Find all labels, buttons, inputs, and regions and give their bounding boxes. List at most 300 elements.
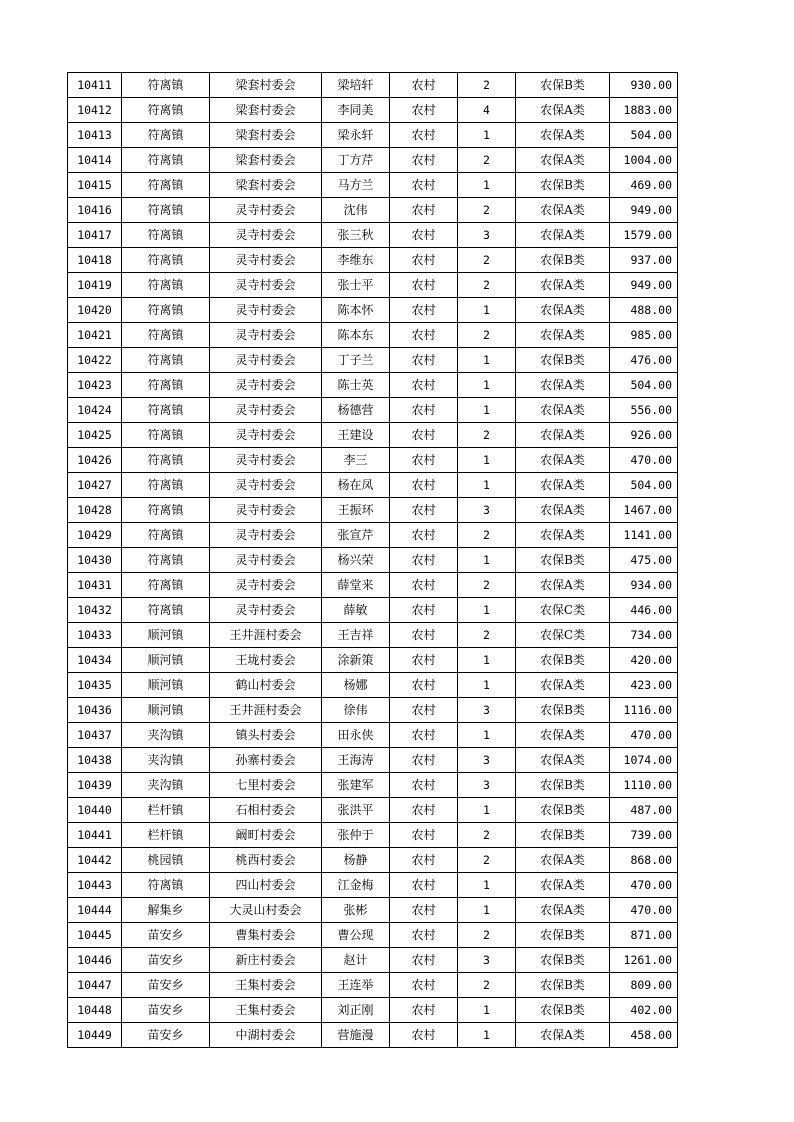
cell-amount: 930.00 (610, 73, 678, 98)
cell-person-name: 张士平 (322, 273, 390, 298)
cell-amount: 1883.00 (610, 98, 678, 123)
cell-village-committee: 曹集村委会 (210, 923, 322, 948)
table-row (68, 1023, 678, 1048)
cell-household-count: 1 (458, 673, 516, 698)
cell-record-id: 10417 (68, 223, 122, 248)
cell-insurance-category: 农保A类 (516, 123, 610, 148)
cell-record-id: 10416 (68, 198, 122, 223)
cell-person-name: 张三秋 (322, 223, 390, 248)
cell-person-name: 梁永轩 (322, 123, 390, 148)
cell-town: 苗安乡 (122, 1023, 210, 1048)
cell-insurance-category: 农保A类 (516, 148, 610, 173)
cell-amount: 402.00 (610, 998, 678, 1023)
cell-amount: 1467.00 (610, 498, 678, 523)
cell-record-id: 10414 (68, 148, 122, 173)
cell-insurance-category: 农保A类 (516, 523, 610, 548)
cell-insurance-category: 农保A类 (516, 448, 610, 473)
cell-amount: 556.00 (610, 398, 678, 423)
cell-village-committee: 孙寨村委会 (210, 748, 322, 773)
cell-household-count: 2 (458, 848, 516, 873)
cell-area-type: 农村 (390, 873, 458, 898)
cell-amount: 475.00 (610, 548, 678, 573)
cell-town: 苗安乡 (122, 923, 210, 948)
cell-town: 符离镇 (122, 123, 210, 148)
cell-village-committee: 桃西村委会 (210, 848, 322, 873)
cell-area-type: 农村 (390, 673, 458, 698)
cell-record-id: 10415 (68, 173, 122, 198)
cell-record-id: 10442 (68, 848, 122, 873)
cell-amount: 470.00 (610, 873, 678, 898)
cell-area-type: 农村 (390, 398, 458, 423)
cell-record-id: 10424 (68, 398, 122, 423)
cell-village-committee: 灵寺村委会 (210, 323, 322, 348)
cell-person-name: 陈本东 (322, 323, 390, 348)
cell-amount: 476.00 (610, 348, 678, 373)
cell-village-committee: 灵寺村委会 (210, 398, 322, 423)
cell-amount: 470.00 (610, 723, 678, 748)
cell-amount: 420.00 (610, 648, 678, 673)
cell-town: 符离镇 (122, 148, 210, 173)
cell-village-committee: 灵寺村委会 (210, 423, 322, 448)
cell-insurance-category: 农保A类 (516, 723, 610, 748)
cell-town: 苗安乡 (122, 973, 210, 998)
cell-household-count: 4 (458, 98, 516, 123)
cell-village-committee: 镇头村委会 (210, 723, 322, 748)
cell-area-type: 农村 (390, 1023, 458, 1048)
cell-person-name: 杨娜 (322, 673, 390, 698)
cell-household-count: 2 (458, 823, 516, 848)
table-row (68, 873, 678, 898)
cell-village-committee: 灵寺村委会 (210, 348, 322, 373)
cell-insurance-category: 农保A类 (516, 898, 610, 923)
cell-record-id: 10426 (68, 448, 122, 473)
cell-insurance-category: 农保B类 (516, 773, 610, 798)
cell-person-name: 李三 (322, 448, 390, 473)
cell-insurance-category: 农保A类 (516, 848, 610, 873)
cell-area-type: 农村 (390, 648, 458, 673)
cell-area-type: 农村 (390, 473, 458, 498)
table-row (68, 848, 678, 873)
cell-village-committee: 灵寺村委会 (210, 523, 322, 548)
cell-area-type: 农村 (390, 223, 458, 248)
cell-household-count: 2 (458, 198, 516, 223)
cell-village-committee: 王集村委会 (210, 973, 322, 998)
cell-area-type: 农村 (390, 98, 458, 123)
cell-record-id: 10445 (68, 923, 122, 948)
cell-town: 符离镇 (122, 323, 210, 348)
cell-record-id: 10425 (68, 423, 122, 448)
cell-amount: 934.00 (610, 573, 678, 598)
cell-town: 栏杆镇 (122, 798, 210, 823)
cell-record-id: 10413 (68, 123, 122, 148)
cell-area-type: 农村 (390, 573, 458, 598)
cell-household-count: 1 (458, 398, 516, 423)
cell-area-type: 农村 (390, 123, 458, 148)
cell-person-name: 沈伟 (322, 198, 390, 223)
cell-person-name: 李同美 (322, 98, 390, 123)
cell-area-type: 农村 (390, 523, 458, 548)
cell-town: 顺河镇 (122, 673, 210, 698)
cell-village-committee: 王集村委会 (210, 998, 322, 1023)
cell-record-id: 10441 (68, 823, 122, 848)
table-row (68, 623, 678, 648)
cell-person-name: 杨在凤 (322, 473, 390, 498)
table-row (68, 998, 678, 1023)
table-row (68, 773, 678, 798)
cell-amount: 809.00 (610, 973, 678, 998)
cell-household-count: 3 (458, 698, 516, 723)
cell-person-name: 营施漫 (322, 1023, 390, 1048)
cell-town: 栏杆镇 (122, 823, 210, 848)
cell-insurance-category: 农保A类 (516, 873, 610, 898)
cell-insurance-category: 农保A类 (516, 373, 610, 398)
cell-area-type: 农村 (390, 423, 458, 448)
cell-amount: 470.00 (610, 898, 678, 923)
cell-area-type: 农村 (390, 973, 458, 998)
cell-record-id: 10411 (68, 73, 122, 98)
cell-area-type: 农村 (390, 848, 458, 873)
cell-area-type: 农村 (390, 448, 458, 473)
cell-area-type: 农村 (390, 148, 458, 173)
cell-person-name: 赵计 (322, 948, 390, 973)
cell-record-id: 10429 (68, 523, 122, 548)
cell-household-count: 1 (458, 873, 516, 898)
cell-record-id: 10449 (68, 1023, 122, 1048)
cell-village-committee: 灵寺村委会 (210, 248, 322, 273)
cell-person-name: 张建军 (322, 773, 390, 798)
cell-person-name: 杨德营 (322, 398, 390, 423)
cell-amount: 868.00 (610, 848, 678, 873)
cell-record-id: 10428 (68, 498, 122, 523)
cell-household-count: 1 (458, 1023, 516, 1048)
cell-town: 苗安乡 (122, 948, 210, 973)
cell-household-count: 2 (458, 523, 516, 548)
cell-amount: 1261.00 (610, 948, 678, 973)
cell-town: 苗安乡 (122, 998, 210, 1023)
cell-household-count: 1 (458, 998, 516, 1023)
cell-village-committee: 王垅村委会 (210, 648, 322, 673)
table-row (68, 598, 678, 623)
cell-person-name: 张彬 (322, 898, 390, 923)
cell-person-name: 薛敏 (322, 598, 390, 623)
cell-village-committee: 灵寺村委会 (210, 573, 322, 598)
table-row (68, 123, 678, 148)
cell-area-type: 农村 (390, 998, 458, 1023)
table-row (68, 573, 678, 598)
cell-household-count: 2 (458, 423, 516, 448)
cell-person-name: 田永侠 (322, 723, 390, 748)
cell-household-count: 2 (458, 973, 516, 998)
cell-amount: 1004.00 (610, 148, 678, 173)
cell-household-count: 2 (458, 573, 516, 598)
cell-village-committee: 梁套村委会 (210, 148, 322, 173)
cell-area-type: 农村 (390, 373, 458, 398)
cell-village-committee: 七里村委会 (210, 773, 322, 798)
cell-insurance-category: 农保A类 (516, 1023, 610, 1048)
cell-town: 顺河镇 (122, 698, 210, 723)
cell-town: 符离镇 (122, 398, 210, 423)
cell-amount: 446.00 (610, 598, 678, 623)
cell-household-count: 1 (458, 173, 516, 198)
cell-insurance-category: 农保B类 (516, 698, 610, 723)
cell-record-id: 10430 (68, 548, 122, 573)
cell-area-type: 农村 (390, 698, 458, 723)
cell-amount: 739.00 (610, 823, 678, 848)
cell-amount: 871.00 (610, 923, 678, 948)
cell-amount: 504.00 (610, 473, 678, 498)
cell-village-committee: 梁套村委会 (210, 73, 322, 98)
cell-village-committee: 鹤山村委会 (210, 673, 322, 698)
cell-village-committee: 灵寺村委会 (210, 298, 322, 323)
table-row (68, 648, 678, 673)
cell-town: 符离镇 (122, 248, 210, 273)
table-row (68, 748, 678, 773)
cell-town: 符离镇 (122, 598, 210, 623)
cell-town: 符离镇 (122, 98, 210, 123)
cell-insurance-category: 农保A类 (516, 748, 610, 773)
cell-town: 符离镇 (122, 548, 210, 573)
cell-household-count: 1 (458, 473, 516, 498)
cell-insurance-category: 农保B类 (516, 248, 610, 273)
cell-amount: 487.00 (610, 798, 678, 823)
cell-insurance-category: 农保A类 (516, 273, 610, 298)
cell-village-committee: 新庄村委会 (210, 948, 322, 973)
cell-household-count: 3 (458, 748, 516, 773)
cell-amount: 1110.00 (610, 773, 678, 798)
cell-record-id: 10448 (68, 998, 122, 1023)
cell-insurance-category: 农保A类 (516, 323, 610, 348)
cell-household-count: 2 (458, 623, 516, 648)
cell-insurance-category: 农保A类 (516, 473, 610, 498)
cell-person-name: 王振环 (322, 498, 390, 523)
cell-town: 符离镇 (122, 523, 210, 548)
cell-household-count: 1 (458, 298, 516, 323)
table-row (68, 348, 678, 373)
cell-person-name: 陈本怀 (322, 298, 390, 323)
table-row (68, 448, 678, 473)
cell-area-type: 农村 (390, 248, 458, 273)
cell-record-id: 10419 (68, 273, 122, 298)
cell-household-count: 1 (458, 898, 516, 923)
records-table (67, 72, 678, 1048)
cell-insurance-category: 农保B类 (516, 798, 610, 823)
cell-amount: 926.00 (610, 423, 678, 448)
cell-person-name: 涂新策 (322, 648, 390, 673)
cell-record-id: 10440 (68, 798, 122, 823)
cell-person-name: 江金梅 (322, 873, 390, 898)
cell-insurance-category: 农保A类 (516, 223, 610, 248)
cell-insurance-category: 农保A类 (516, 423, 610, 448)
table-row (68, 698, 678, 723)
cell-town: 符离镇 (122, 573, 210, 598)
cell-household-count: 3 (458, 498, 516, 523)
cell-household-count: 3 (458, 223, 516, 248)
cell-household-count: 2 (458, 148, 516, 173)
cell-town: 符离镇 (122, 273, 210, 298)
cell-amount: 458.00 (610, 1023, 678, 1048)
cell-village-committee: 梁套村委会 (210, 98, 322, 123)
cell-record-id: 10421 (68, 323, 122, 348)
table-row (68, 98, 678, 123)
table-row (68, 223, 678, 248)
cell-town: 符离镇 (122, 423, 210, 448)
table-row (68, 373, 678, 398)
cell-town: 符离镇 (122, 173, 210, 198)
cell-town: 夹沟镇 (122, 723, 210, 748)
cell-household-count: 1 (458, 648, 516, 673)
cell-area-type: 农村 (390, 723, 458, 748)
cell-amount: 1074.00 (610, 748, 678, 773)
cell-amount: 504.00 (610, 373, 678, 398)
cell-record-id: 10418 (68, 248, 122, 273)
cell-town: 符离镇 (122, 873, 210, 898)
cell-village-committee: 灵寺村委会 (210, 598, 322, 623)
cell-amount: 1116.00 (610, 698, 678, 723)
cell-record-id: 10434 (68, 648, 122, 673)
cell-insurance-category: 农保B类 (516, 973, 610, 998)
cell-insurance-category: 农保B类 (516, 173, 610, 198)
cell-village-committee: 灵寺村委会 (210, 198, 322, 223)
cell-area-type: 农村 (390, 273, 458, 298)
cell-insurance-category: 农保C类 (516, 598, 610, 623)
cell-person-name: 张洪平 (322, 798, 390, 823)
cell-town: 桃园镇 (122, 848, 210, 873)
table-row (68, 673, 678, 698)
cell-record-id: 10443 (68, 873, 122, 898)
cell-person-name: 马方兰 (322, 173, 390, 198)
cell-insurance-category: 农保A类 (516, 198, 610, 223)
cell-person-name: 梁培轩 (322, 73, 390, 98)
cell-village-committee: 大灵山村委会 (210, 898, 322, 923)
cell-record-id: 10437 (68, 723, 122, 748)
cell-insurance-category: 农保B类 (516, 923, 610, 948)
cell-village-committee: 灵寺村委会 (210, 448, 322, 473)
cell-area-type: 农村 (390, 198, 458, 223)
cell-town: 符离镇 (122, 373, 210, 398)
cell-amount: 470.00 (610, 448, 678, 473)
cell-town: 符离镇 (122, 198, 210, 223)
cell-household-count: 2 (458, 273, 516, 298)
cell-village-committee: 四山村委会 (210, 873, 322, 898)
table-row (68, 198, 678, 223)
cell-person-name: 李维东 (322, 248, 390, 273)
cell-village-committee: 灵寺村委会 (210, 498, 322, 523)
table-row (68, 973, 678, 998)
table-row (68, 548, 678, 573)
cell-village-committee: 梁套村委会 (210, 173, 322, 198)
cell-town: 符离镇 (122, 73, 210, 98)
cell-village-committee: 灵寺村委会 (210, 373, 322, 398)
cell-household-count: 3 (458, 773, 516, 798)
cell-person-name: 张宣芹 (322, 523, 390, 548)
cell-town: 顺河镇 (122, 648, 210, 673)
table-row (68, 798, 678, 823)
cell-village-committee: 灵寺村委会 (210, 548, 322, 573)
table-row (68, 898, 678, 923)
cell-record-id: 10436 (68, 698, 122, 723)
table-row (68, 273, 678, 298)
cell-insurance-category: 农保B类 (516, 648, 610, 673)
cell-town: 符离镇 (122, 348, 210, 373)
cell-person-name: 陈士英 (322, 373, 390, 398)
cell-village-committee: 梁套村委会 (210, 123, 322, 148)
cell-insurance-category: 农保B类 (516, 823, 610, 848)
cell-town: 顺河镇 (122, 623, 210, 648)
cell-town: 符离镇 (122, 223, 210, 248)
cell-area-type: 农村 (390, 798, 458, 823)
cell-insurance-category: 农保A类 (516, 498, 610, 523)
cell-area-type: 农村 (390, 73, 458, 98)
cell-person-name: 王连举 (322, 973, 390, 998)
cell-insurance-category: 农保B类 (516, 998, 610, 1023)
cell-record-id: 10447 (68, 973, 122, 998)
cell-household-count: 2 (458, 248, 516, 273)
cell-insurance-category: 农保B类 (516, 348, 610, 373)
table-row (68, 73, 678, 98)
cell-household-count: 1 (458, 348, 516, 373)
cell-household-count: 1 (458, 123, 516, 148)
cell-area-type: 农村 (390, 948, 458, 973)
cell-village-committee: 石相村委会 (210, 798, 322, 823)
cell-insurance-category: 农保B类 (516, 73, 610, 98)
cell-area-type: 农村 (390, 773, 458, 798)
cell-area-type: 农村 (390, 598, 458, 623)
cell-insurance-category: 农保A类 (516, 98, 610, 123)
table-row (68, 948, 678, 973)
cell-insurance-category: 农保A类 (516, 398, 610, 423)
cell-village-committee: 灵寺村委会 (210, 273, 322, 298)
cell-area-type: 农村 (390, 298, 458, 323)
cell-insurance-category: 农保A类 (516, 298, 610, 323)
table-row (68, 523, 678, 548)
cell-household-count: 1 (458, 798, 516, 823)
table-row (68, 473, 678, 498)
cell-village-committee: 灵寺村委会 (210, 473, 322, 498)
cell-area-type: 农村 (390, 348, 458, 373)
cell-area-type: 农村 (390, 623, 458, 648)
table-row (68, 723, 678, 748)
cell-area-type: 农村 (390, 923, 458, 948)
cell-area-type: 农村 (390, 898, 458, 923)
cell-amount: 937.00 (610, 248, 678, 273)
cell-household-count: 3 (458, 948, 516, 973)
cell-record-id: 10435 (68, 673, 122, 698)
cell-amount: 504.00 (610, 123, 678, 148)
cell-amount: 985.00 (610, 323, 678, 348)
cell-record-id: 10412 (68, 98, 122, 123)
cell-amount: 949.00 (610, 198, 678, 223)
cell-area-type: 农村 (390, 498, 458, 523)
cell-village-committee: 阚町村委会 (210, 823, 322, 848)
table-row (68, 423, 678, 448)
table-row (68, 323, 678, 348)
table-row (68, 298, 678, 323)
table-row (68, 498, 678, 523)
cell-household-count: 1 (458, 448, 516, 473)
cell-insurance-category: 农保A类 (516, 673, 610, 698)
cell-area-type: 农村 (390, 748, 458, 773)
table-row (68, 398, 678, 423)
cell-record-id: 10427 (68, 473, 122, 498)
cell-insurance-category: 农保A类 (516, 573, 610, 598)
cell-amount: 1579.00 (610, 223, 678, 248)
table-row (68, 923, 678, 948)
cell-village-committee: 灵寺村委会 (210, 223, 322, 248)
cell-household-count: 2 (458, 923, 516, 948)
cell-insurance-category: 农保C类 (516, 623, 610, 648)
cell-person-name: 王建设 (322, 423, 390, 448)
cell-area-type: 农村 (390, 173, 458, 198)
